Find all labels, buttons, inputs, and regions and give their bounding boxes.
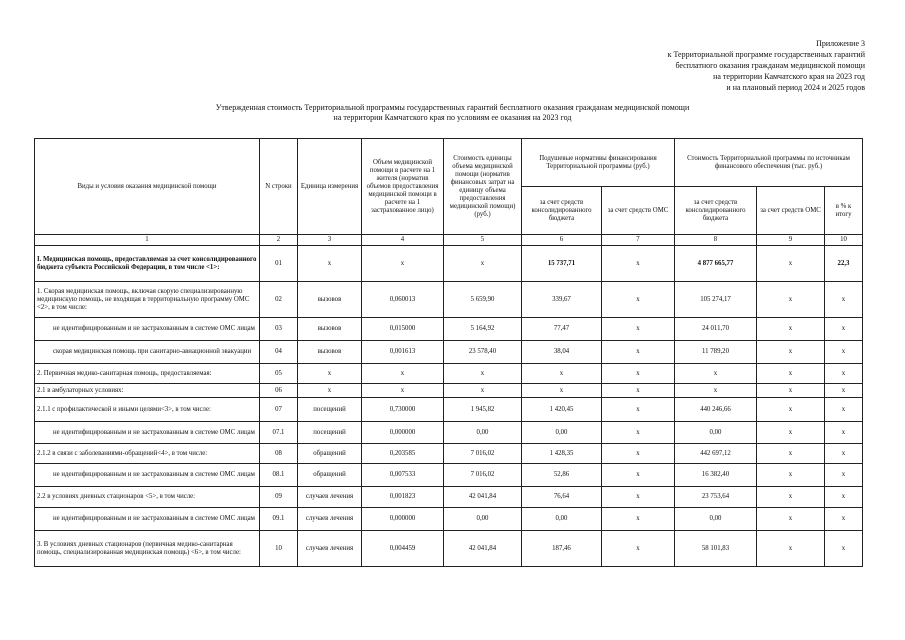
row-volume: 0,730000 — [362, 398, 444, 422]
row-per-capita-oms: х — [602, 444, 675, 464]
row-name: не идентифицированным и не застрахованным в системе ОМС лицам — [35, 422, 260, 444]
row-volume: 0,000000 — [362, 508, 444, 531]
row-unit: вызовов — [298, 341, 362, 364]
table-row — [35, 531, 863, 567]
row-per-capita-budget: 0,00 — [522, 508, 602, 531]
header-unit-cost: Стоимость единицы объема медицинской помощи (норматив финансовых затрат на единицу объема предоставления медицинской помощи) (руб.) — [444, 139, 522, 235]
cost-table — [34, 138, 863, 567]
row-cost-oms: х — [757, 246, 825, 282]
row-cost-oms: х — [757, 364, 825, 384]
document-title — [60, 103, 845, 123]
row-cost-budget: 23 753,64 — [675, 487, 757, 508]
row-unit: вызовов — [298, 318, 362, 341]
row-number: 10 — [260, 531, 298, 567]
row-percent: х — [825, 487, 863, 508]
row-cost-oms: х — [757, 282, 825, 318]
column-number: 3 — [298, 235, 362, 246]
row-volume: 0,203585 — [362, 444, 444, 464]
row-percent: х — [825, 318, 863, 341]
row-unit-cost: 7 016,02 — [444, 464, 522, 487]
column-numbers-row — [35, 235, 863, 246]
subheader-budget: за счет средств консолидированного бюджета — [522, 187, 602, 235]
row-unit-cost: 7 016,02 — [444, 444, 522, 464]
table-row — [35, 398, 863, 422]
column-number: 8 — [675, 235, 757, 246]
header-program-cost: Стоимость Территориальной программы по источникам финансового обеспечения (тыс. руб.) — [675, 139, 863, 187]
row-cost-oms: х — [757, 444, 825, 464]
row-unit: вызовов — [298, 282, 362, 318]
row-volume: х — [362, 364, 444, 384]
row-number: 04 — [260, 341, 298, 364]
row-percent: х — [825, 384, 863, 398]
table-row — [35, 422, 863, 444]
row-per-capita-oms: х — [602, 318, 675, 341]
row-number: 02 — [260, 282, 298, 318]
row-number: 03 — [260, 318, 298, 341]
subheader-oms: за счет средств ОМС — [757, 187, 825, 235]
row-percent: х — [825, 508, 863, 531]
table-row — [35, 246, 863, 282]
row-cost-budget: 4 877 665,77 — [675, 246, 757, 282]
row-percent: х — [825, 464, 863, 487]
row-name: 2.1.2 в связи с заболеваниями-обращений<4>, в том числе: — [35, 444, 260, 464]
appendix-line: Приложение 3 — [816, 39, 865, 48]
row-unit-cost: 0,00 — [444, 508, 522, 531]
row-name: 2.1.1 с профилактической и иными целями<3>, в том числе: — [35, 398, 260, 422]
header-volume: Объем медицинской помощи в расчете на 1 жителя (норматив объемов предоставления медицинской помощи в расчете на 1 застрахованное лицо) — [362, 139, 444, 235]
row-name: не идентифицированным и не застрахованным в системе ОМС лицам — [35, 464, 260, 487]
row-unit: случаев лечения — [298, 508, 362, 531]
row-cost-budget: 442 697,12 — [675, 444, 757, 464]
row-percent: х — [825, 341, 863, 364]
row-cost-oms: х — [757, 531, 825, 567]
row-per-capita-budget: 187,46 — [522, 531, 602, 567]
row-percent: х — [825, 398, 863, 422]
row-unit-cost: 0,00 — [444, 422, 522, 444]
title-line-2: на территории Камчатского края по условиям ее оказания на 2023 год — [333, 113, 572, 122]
row-per-capita-oms: х — [602, 384, 675, 398]
row-number: 08 — [260, 444, 298, 464]
row-cost-budget: 58 101,83 — [675, 531, 757, 567]
row-number: 09.1 — [260, 508, 298, 531]
row-cost-budget: 0,00 — [675, 422, 757, 444]
appendix-line: и на плановый период 2024 и 2025 годов — [726, 83, 865, 92]
row-number: 01 — [260, 246, 298, 282]
row-percent: х — [825, 422, 863, 444]
row-per-capita-oms: х — [602, 282, 675, 318]
table-row — [35, 508, 863, 531]
row-cost-budget: 11 789,20 — [675, 341, 757, 364]
row-volume: 0,004459 — [362, 531, 444, 567]
row-unit: х — [298, 246, 362, 282]
row-unit: посещений — [298, 398, 362, 422]
row-number: 06 — [260, 384, 298, 398]
row-per-capita-budget: 15 737,71 — [522, 246, 602, 282]
row-unit-cost: х — [444, 364, 522, 384]
table-row — [35, 282, 863, 318]
row-name: скорая медицинская помощь при санитарно-авиационной эвакуации — [35, 341, 260, 364]
row-cost-oms: х — [757, 341, 825, 364]
column-number: 7 — [602, 235, 675, 246]
row-per-capita-oms: х — [602, 508, 675, 531]
row-per-capita-budget: 77,47 — [522, 318, 602, 341]
appendix-line: бесплатного оказания гражданам медицинской помощи — [675, 61, 865, 70]
row-per-capita-oms: х — [602, 246, 675, 282]
row-name: 2.1 в амбулаторных условиях: — [35, 384, 260, 398]
row-name: I. Медицинская помощь, предоставляемая за счет консолидированного бюджета субъекта Российской Федерации, в том числе <1>: — [35, 246, 260, 282]
column-number: 6 — [522, 235, 602, 246]
column-number: 9 — [757, 235, 825, 246]
row-unit: обращений — [298, 464, 362, 487]
appendix-line: на территории Камчатского края на 2023 год — [713, 72, 865, 81]
row-unit-cost: 1 945,82 — [444, 398, 522, 422]
row-per-capita-budget: 1 428,35 — [522, 444, 602, 464]
column-number: 1 — [35, 235, 260, 246]
row-cost-oms: х — [757, 422, 825, 444]
row-cost-oms: х — [757, 398, 825, 422]
row-number: 09 — [260, 487, 298, 508]
row-cost-budget: 24 011,70 — [675, 318, 757, 341]
row-per-capita-oms: х — [602, 422, 675, 444]
row-per-capita-budget: 339,67 — [522, 282, 602, 318]
row-per-capita-budget: 38,04 — [522, 341, 602, 364]
row-cost-oms: х — [757, 318, 825, 341]
row-cost-budget: 0,00 — [675, 508, 757, 531]
column-number: 5 — [444, 235, 522, 246]
row-cost-budget: х — [675, 364, 757, 384]
row-cost-oms: х — [757, 464, 825, 487]
row-per-capita-oms: х — [602, 364, 675, 384]
table-row — [35, 444, 863, 464]
row-per-capita-budget: х — [522, 384, 602, 398]
row-volume: 0,001613 — [362, 341, 444, 364]
row-name: 2. Первичная медико-санитарная помощь, предоставляемая: — [35, 364, 260, 384]
row-per-capita-budget: х — [522, 364, 602, 384]
table-row — [35, 487, 863, 508]
row-cost-budget: 440 246,66 — [675, 398, 757, 422]
subheader-budget: за счет средств консолидированного бюджета — [675, 187, 757, 235]
header-types: Виды и условия оказания медицинской помощи — [35, 139, 260, 235]
row-per-capita-oms: х — [602, 464, 675, 487]
row-number: 07.1 — [260, 422, 298, 444]
row-unit-cost: 42 041,84 — [444, 531, 522, 567]
row-cost-budget: х — [675, 384, 757, 398]
header-row-number: N строки — [260, 139, 298, 235]
row-unit-cost: х — [444, 384, 522, 398]
row-number: 05 — [260, 364, 298, 384]
row-unit: обращений — [298, 444, 362, 464]
row-percent: х — [825, 282, 863, 318]
row-cost-budget: 16 382,40 — [675, 464, 757, 487]
subheader-percent: в % к итогу — [825, 187, 863, 235]
column-number: 2 — [260, 235, 298, 246]
row-volume: 0,015000 — [362, 318, 444, 341]
row-per-capita-oms: х — [602, 487, 675, 508]
row-per-capita-budget: 0,00 — [522, 422, 602, 444]
table-row — [35, 318, 863, 341]
row-cost-oms: х — [757, 384, 825, 398]
row-name: 3. В условиях дневных стационаров (первичная медико-санитарная помощь, специализированная медицинская помощь) <6>, в том числе: — [35, 531, 260, 567]
subheader-oms: за счет средств ОМС — [602, 187, 675, 235]
table-row — [35, 364, 863, 384]
row-number: 07 — [260, 398, 298, 422]
row-unit: случаев лечения — [298, 487, 362, 508]
row-unit-cost: 5 164,92 — [444, 318, 522, 341]
row-per-capita-oms: х — [602, 341, 675, 364]
row-per-capita-budget: 1 420,45 — [522, 398, 602, 422]
row-name: 2.2 в условиях дневных стационаров <5>, в том числе: — [35, 487, 260, 508]
row-volume: 0,060013 — [362, 282, 444, 318]
row-volume: 0,000000 — [362, 422, 444, 444]
row-volume: 0,007533 — [362, 464, 444, 487]
column-number: 10 — [825, 235, 863, 246]
row-unit: посещений — [298, 422, 362, 444]
row-percent: 22,3 — [825, 246, 863, 282]
row-cost-oms: х — [757, 487, 825, 508]
row-unit: х — [298, 384, 362, 398]
row-unit-cost: х — [444, 246, 522, 282]
appendix-note — [668, 38, 865, 93]
table-row — [35, 464, 863, 487]
row-cost-oms: х — [757, 508, 825, 531]
row-unit-cost: 23 578,40 — [444, 341, 522, 364]
row-name: не идентифицированным и не застрахованным в системе ОМС лицам — [35, 508, 260, 531]
row-unit: случаев лечения — [298, 531, 362, 567]
table-header-row — [35, 139, 863, 187]
row-percent: х — [825, 444, 863, 464]
title-line-1: Утвержденная стоимость Территориальной программы государственных гарантий бесплатного оказания гражданам медицинской помощи — [215, 103, 690, 112]
row-per-capita-budget: 76,64 — [522, 487, 602, 508]
table-row — [35, 384, 863, 398]
row-unit: х — [298, 364, 362, 384]
header-per-capita: Подушевые нормативы финансирования Территориальной программы (руб.) — [522, 139, 675, 187]
row-per-capita-oms: х — [602, 398, 675, 422]
row-percent: х — [825, 364, 863, 384]
row-name: не идентифицированным и не застрахованным в системе ОМС лицам — [35, 318, 260, 341]
row-volume: х — [362, 246, 444, 282]
appendix-line: к Территориальной программе государственных гарантий — [667, 50, 865, 59]
row-percent: х — [825, 531, 863, 567]
row-number: 08.1 — [260, 464, 298, 487]
row-unit-cost: 5 659,90 — [444, 282, 522, 318]
table-row — [35, 341, 863, 364]
row-name: 1. Скорая медицинская помощь, включая скорую специализированную медицинскую помощь, не входящая в территориальную программу ОМС <2>, в том числе: — [35, 282, 260, 318]
row-per-capita-oms: х — [602, 531, 675, 567]
row-cost-budget: 105 274,17 — [675, 282, 757, 318]
row-volume: х — [362, 384, 444, 398]
row-unit-cost: 42 041,84 — [444, 487, 522, 508]
header-unit: Единица измерения — [298, 139, 362, 235]
column-number: 4 — [362, 235, 444, 246]
row-volume: 0,001823 — [362, 487, 444, 508]
row-per-capita-budget: 52,86 — [522, 464, 602, 487]
